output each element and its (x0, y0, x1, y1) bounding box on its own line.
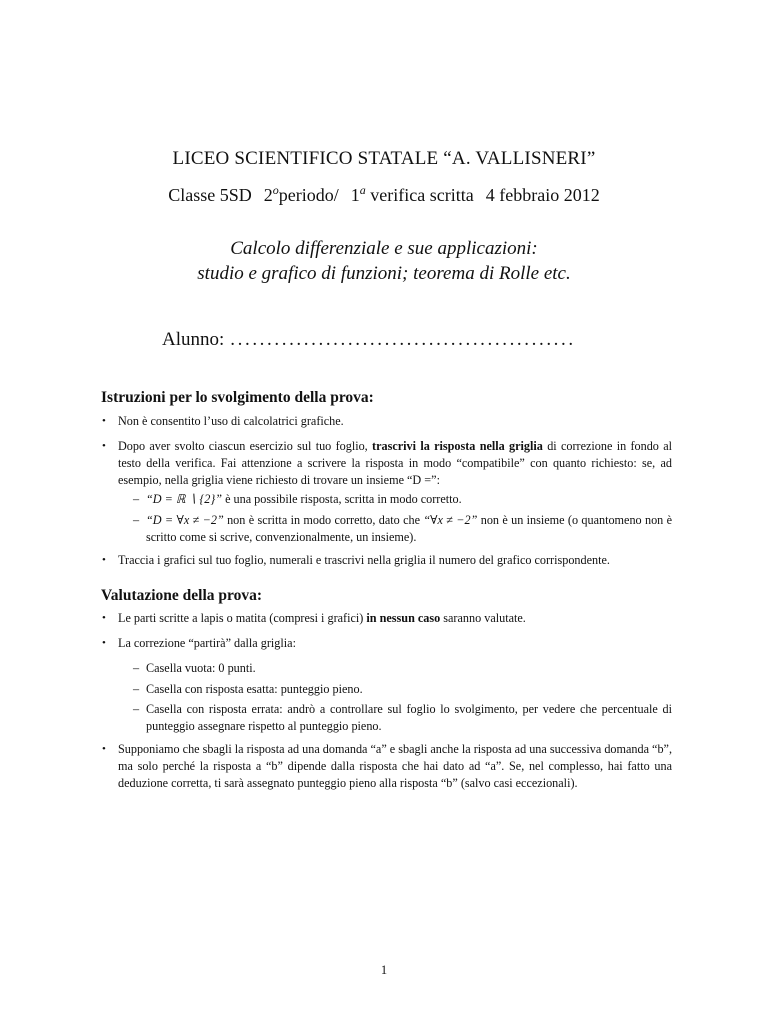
evaluation-sub-2: Casella con risposta esatta: punteggio pieno. (146, 682, 363, 696)
test-date: 4 febbraio 2012 (485, 185, 600, 205)
dash-icon: – (133, 661, 140, 675)
period-superscript: o (272, 183, 279, 197)
example-correct-math: “D = ℝ ∖ {2}” (146, 492, 223, 506)
evaluation-text-1 (118, 610, 672, 627)
test-superscript: a (359, 183, 366, 197)
list-item (102, 635, 672, 652)
example-correct-text: è una possibile risposta, scritta in modo corretto. (225, 492, 462, 506)
sub-list-item (133, 660, 672, 677)
evaluation-text-3: Supponiamo che sbagli la risposta ad una domanda “a” e sbagli anche la risposta ad una successiva domanda “b”, ma solo perché la risposta a “b” dipende dalla risposta che hai dato ad “a”. Se, nel complesso, hai fatto una deduzione corretta, ti sarà assegnato punteggio pieno alla risposta “b” (salvo casi eccezionali). (118, 742, 673, 790)
list-item (102, 741, 673, 792)
evaluation-1-bold: in nessun caso (366, 611, 441, 625)
example-wrong-math: “D = ∀x ≠ −2” (146, 513, 224, 527)
bullet-icon: • (102, 554, 106, 566)
bullet-icon: • (102, 612, 106, 624)
test-text: verifica scritta (370, 185, 474, 205)
dash-icon: – (133, 702, 140, 716)
example-wrong-math-b: “∀x ≠ −2” (423, 513, 478, 527)
page-number: 1 (380, 963, 388, 977)
period-text: periodo/ (278, 185, 339, 205)
sub-list-item (133, 681, 672, 698)
list-item (102, 610, 672, 627)
period-number: 2 (263, 185, 273, 205)
student-name-dots: ............................................... (230, 329, 576, 350)
instruction-text-2 (118, 438, 672, 489)
list-item (102, 413, 672, 430)
evaluation-sub-3: Casella con risposta errata: andrò a controllare sul foglio lo svolgimento, per vedere che percentuale di punteggio assegnare rispetto al punteggio pieno. (146, 702, 672, 733)
student-name-field (162, 329, 576, 351)
list-item (102, 552, 672, 569)
sub-list-item (133, 491, 672, 508)
bullet-icon: • (102, 743, 106, 755)
bullet-icon: • (102, 440, 106, 452)
subtitle-line-2: studio e grafico di funzioni; teorema di Rolle etc. (197, 263, 571, 284)
list-item (102, 438, 672, 489)
class-info-line (0, 185, 768, 206)
subtitle-line-1: Calcolo differenziale e sue applicazioni: (230, 238, 538, 259)
sub-list-item (133, 701, 672, 735)
bullet-icon: • (102, 415, 106, 427)
sub-list-item (133, 512, 673, 546)
dash-icon: – (133, 513, 140, 527)
student-label: Alunno: (162, 329, 225, 350)
instruction-2-pre: Dopo aver svolto ciascun esercizio sul tuo foglio, (118, 439, 368, 453)
bullet-icon: • (102, 637, 106, 649)
instruction-2-bold: trascrivi la risposta nella griglia (372, 439, 543, 453)
evaluation-title: Valutazione della prova: (101, 587, 263, 604)
evaluation-text-2: La correzione “partirà” dalla griglia: (118, 636, 296, 650)
dash-icon: – (133, 682, 140, 696)
instruction-2-post: di correzione in fondo al testo della verifica. Fai attenzione a scrivere la risposta in modo “compatibile” con quanto richiesto: se, ad esempio, nella griglia viene richiesto di trovare un insieme “D =”: (118, 439, 672, 487)
school-name: LICEO SCIENTIFICO STATALE “A. VALLISNERI” (172, 148, 596, 169)
class-label: Classe 5SD (168, 185, 252, 205)
example-wrong-text-a: non è scritta in modo corretto, dato che (227, 513, 421, 527)
evaluation-sub-1: Casella vuota: 0 punti. (146, 661, 256, 675)
instruction-text-3: Traccia i grafici sul tuo foglio, numerali e trascrivi nella griglia il numero del grafico corrispondente. (118, 553, 610, 567)
evaluation-1-post: saranno valutate. (443, 611, 526, 625)
example-wrong-text-b: non è un insieme (o quantomeno non è scritto come si scrive, convenzionalmente, un insieme). (146, 513, 673, 544)
evaluation-1-pre: Le parti scritte a lapis o matita (compresi i grafici) (118, 611, 364, 625)
instruction-text-1: Non è consentito l’uso di calcolatrici grafiche. (118, 414, 344, 428)
test-number: 1 (350, 185, 360, 205)
dash-icon: – (133, 492, 140, 506)
instructions-title: Istruzioni per lo svolgimento della prova: (101, 389, 374, 406)
